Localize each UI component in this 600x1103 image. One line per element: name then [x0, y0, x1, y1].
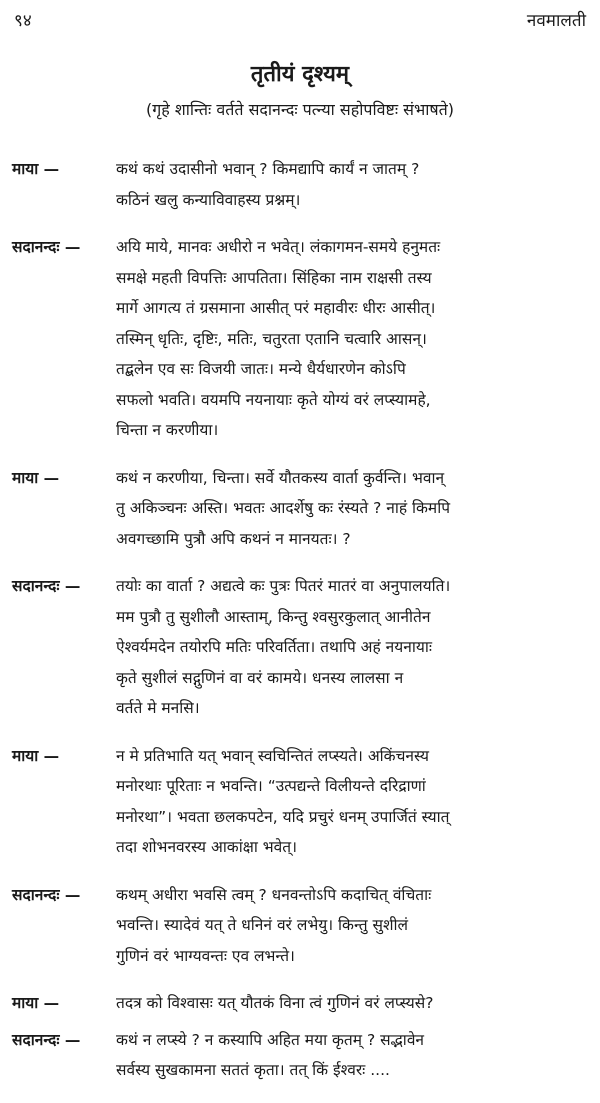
- speech-line: तदा शोभनवरस्य आकांक्षा भवेत्।: [116, 838, 298, 856]
- speech-line: समक्षे महती विपत्तिः आपतिता। सिंहिका नाम राक्षसी तस्य: [116, 268, 432, 287]
- speech-line: चिन्ता न करणीया।: [116, 421, 219, 439]
- speech-text: [116, 571, 590, 724]
- speech-text: [116, 1025, 590, 1086]
- speech-line: कथम् अधीरा भवसि त्वम् ? धनवन्तोऽपि कदाचित् वंचिताः: [116, 885, 432, 904]
- speech-text: [116, 741, 590, 863]
- running-title: नवमालती: [526, 11, 586, 31]
- speech-text: [116, 988, 590, 1019]
- speech-line: तद्बलेन एव सः विजयी जातः। मन्ये धैर्यधारणेन कोऽपि: [116, 360, 406, 378]
- speaker-name: सदानन्दः —: [12, 1030, 81, 1049]
- speech-line: तयोः का वार्ता ? अद्यत्वे कः पुत्रः पितरं मातरं वा अनुपालयति।: [116, 577, 451, 595]
- speech-line: अयि माये, मानवः अधीरो न भवेत्। लंकागमन-समये हनुमतः: [116, 238, 441, 256]
- speech-text: [116, 154, 590, 215]
- speech-text: [116, 463, 590, 555]
- speech-line: कथं न करणीया, चिन्ता। सर्वे यौतकस्य वार्ता कुर्वन्ति। भवान्: [116, 468, 445, 487]
- dialogue-entry: [12, 232, 590, 446]
- dialogue-entry: [12, 1025, 590, 1086]
- scene-title: तृतीयं दृश्यम्: [250, 62, 350, 87]
- speech-line: वर्तते मे मनसि।: [116, 699, 200, 717]
- speaker-name: माया —: [12, 468, 60, 487]
- speech-line: अवगच्छामि पुत्रौ अपि कथनं न मानयतः। ?: [116, 529, 351, 548]
- speech-line: तु अकिञ्चनः अस्ति। भवतः आदर्शेषु कः रंस्यते ? नाहं किमपि: [116, 499, 451, 517]
- dialogue-entry: [12, 571, 590, 724]
- speaker-name: माया —: [12, 994, 60, 1012]
- speech-text: [116, 880, 590, 972]
- stage-direction: (गृहे शान्तिः वर्तते सदानन्दः पत्न्या सहोपविष्टः संभाषते): [146, 100, 454, 119]
- speech-line: मार्गे आगत्य तं ग्रसमाना आसीत् परं महावीरः धीरः आसीत्।: [116, 299, 436, 317]
- speech-line: गुणिनं वरं भाग्यवन्तः एव लभन्ते।: [116, 946, 295, 965]
- speech-line: कथं न लप्स्ये ? न कस्यापि अहित मया कृतम् ? सद्भावेन: [116, 1030, 425, 1049]
- speech-line: कथं कथं उदासीनो भवान् ? किमद्यापि कार्यं न जातम् ?: [116, 160, 420, 178]
- page-header: [14, 6, 586, 34]
- dialogue-entry: [12, 880, 590, 972]
- speech-line: मनोरथा”। भवता छलकपटेन, यदि प्रचुरं धनम् उपार्जितं स्यात्: [116, 807, 450, 826]
- speaker-name: सदानन्दः —: [12, 577, 81, 595]
- dialogue-entry: [12, 988, 590, 1019]
- dialogue: [12, 154, 590, 1103]
- dialogue-entry: [12, 154, 590, 215]
- dialogue-entry: [12, 463, 590, 555]
- page-number: ९४: [14, 11, 32, 31]
- speech-line: कठिनं खलु कन्याविवाहस्य प्रश्नम्।: [116, 190, 301, 209]
- speech-line: भवन्ति। स्यादेवं यत् ते धनिनं वरं लभेयु। किन्तु सुशीलं: [116, 916, 409, 934]
- speech-text: [116, 232, 590, 446]
- speech-line: मम पुत्रौ तु सुशीलौ आस्ताम्, किन्तु श्वसुरकुलात् आनीतेन: [116, 607, 431, 626]
- speaker-name: माया —: [12, 746, 60, 765]
- speech-line: तस्मिन् धृतिः, दृष्टिः, मतिः, चतुरता एतानि चत्वारि आसन्।: [116, 329, 427, 348]
- speech-line: ऐश्वर्यमदेन तयोरपि मतिः परिवर्तिता। तथापि अहं नयनायाः: [116, 638, 433, 656]
- speaker-name: माया —: [12, 160, 60, 178]
- speech-line: तदत्र को विश्वासः यत् यौतकं विना त्वं गुणिनं वरं लप्स्यसे?: [116, 994, 434, 1012]
- speech-line: सर्वस्य सुखकामना सततं कृता। तत् किं ईश्वरः ....: [116, 1061, 390, 1079]
- speaker-name: सदानन्दः —: [12, 885, 81, 904]
- speech-line: कृते सुशीलं सद्गुणिनं वा वरं कामये। धनस्य लालसा न: [116, 668, 404, 687]
- speech-line: न मे प्रतिभाति यत् भवान् स्वचिन्तितं लप्स्यते। अकिंचनस्य: [116, 746, 430, 765]
- speech-line: सफलो भवति। वयमपि नयनायाः कृते योग्यं वरं लप्स्यामहे,: [116, 390, 431, 409]
- dialogue-entry: [12, 741, 590, 863]
- speaker-name: सदानन्दः —: [12, 238, 81, 256]
- speech-line: मनोरथाः पूरिताः न भवन्ति। “उत्पद्यन्ते विलीयन्ते दरिद्राणां: [116, 777, 426, 795]
